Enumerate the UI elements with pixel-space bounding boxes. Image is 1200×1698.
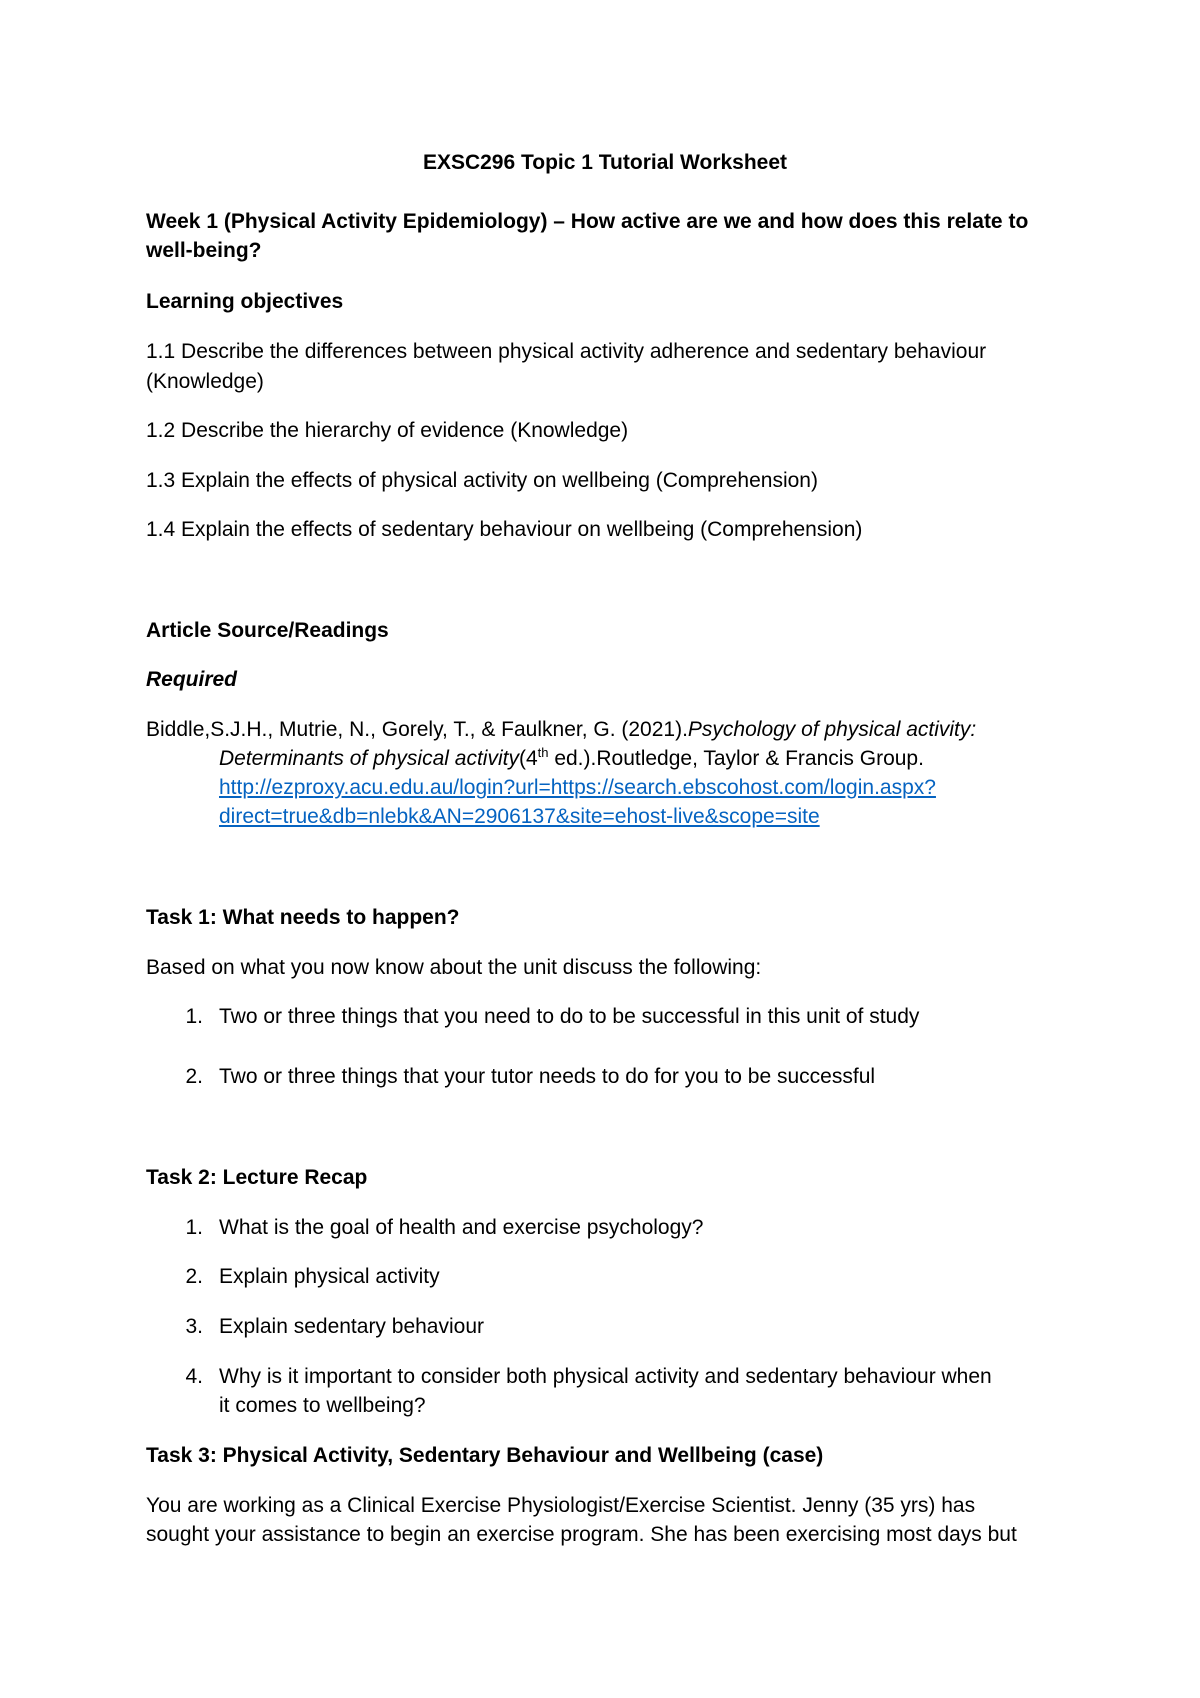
task3-heading: Task 3: Physical Activity, Sedentary Behaviour and Wellbeing (case) bbox=[146, 1444, 824, 1467]
required-label: Required bbox=[146, 668, 238, 691]
objective-1-2: 1.2 Describe the hierarchy of evidence (Knowledge) bbox=[146, 419, 629, 442]
task2-heading: Task 2: Lecture Recap bbox=[146, 1166, 368, 1189]
reference-publisher: Routledge, Taylor & Francis Group. bbox=[596, 747, 924, 770]
week-heading-line2: well-being? bbox=[146, 239, 262, 262]
reference-edition-close: ed.). bbox=[548, 747, 597, 770]
objective-1-1-line2: (Knowledge) bbox=[146, 370, 264, 393]
task2-item-4-text-line2: it comes to wellbeing? bbox=[219, 1394, 426, 1417]
task3-paragraph-line1: You are working as a Clinical Exercise Physiologist/Exercise Scientist. Jenny (35 yrs) has bbox=[146, 1494, 976, 1517]
reference-edition-sup: th bbox=[537, 745, 549, 760]
readings-heading: Article Source/Readings bbox=[146, 619, 389, 642]
week-heading-line1: Week 1 (Physical Activity Epidemiology) – How active are we and how does this relate to bbox=[146, 210, 1029, 233]
task1-heading: Task 1: What needs to happen? bbox=[146, 906, 460, 929]
reference-authors: Biddle,S.J.H., Mutrie, N., Gorely, T., & Faulkner, G. (2021). bbox=[146, 718, 688, 741]
objective-1-3: 1.3 Explain the effects of physical activity on wellbeing (Comprehension) bbox=[146, 469, 818, 492]
task2-item-2-text: Explain physical activity bbox=[219, 1265, 440, 1288]
task2-item-4-text-line1: Why is it important to consider both physical activity and sedentary behaviour when bbox=[219, 1365, 992, 1388]
reference-edition-open: (4 bbox=[518, 747, 538, 770]
task2-item-3-text: Explain sedentary behaviour bbox=[219, 1315, 485, 1338]
reference-url-line1[interactable]: http://ezproxy.acu.edu.au/login?url=https://search.ebscohost.com/login.aspx? bbox=[219, 776, 936, 799]
task1-intro: Based on what you now know about the unit discuss the following: bbox=[146, 956, 762, 979]
task1-item-2-number: 2. bbox=[185, 1065, 203, 1088]
reference-line2 bbox=[219, 743, 924, 774]
reference-line1 bbox=[146, 714, 976, 745]
reference-title-part1: Psychology of physical activity: bbox=[687, 718, 977, 741]
objective-1-4: 1.4 Explain the effects of sedentary behaviour on wellbeing (Comprehension) bbox=[146, 518, 863, 541]
objective-1-1-line1: 1.1 Describe the differences between physical activity adherence and sedentary behaviour bbox=[146, 340, 987, 363]
reference-title-part2: Determinants of physical activity bbox=[219, 747, 519, 770]
task1-item-1-text: Two or three things that you need to do to be successful in this unit of study bbox=[219, 1005, 920, 1028]
task2-item-1-text: What is the goal of health and exercise psychology? bbox=[219, 1216, 704, 1239]
task3-paragraph-line2: sought your assistance to begin an exercise program. She has been exercising most days but bbox=[146, 1523, 1017, 1546]
page-title: EXSC296 Topic 1 Tutorial Worksheet bbox=[422, 151, 788, 174]
task2-item-1-number: 1. bbox=[185, 1216, 203, 1239]
task1-item-1-number: 1. bbox=[185, 1005, 203, 1028]
objectives-heading: Learning objectives bbox=[146, 290, 344, 313]
task1-item-2-text: Two or three things that your tutor needs to do for you to be successful bbox=[219, 1065, 876, 1088]
task2-item-2-number: 2. bbox=[185, 1265, 203, 1288]
task2-item-4-number: 4. bbox=[185, 1365, 203, 1388]
task2-item-3-number: 3. bbox=[185, 1315, 203, 1338]
reference-url-line2[interactable]: direct=true&db=nlebk&AN=2906137&site=ehost-live&scope=site bbox=[219, 805, 820, 828]
